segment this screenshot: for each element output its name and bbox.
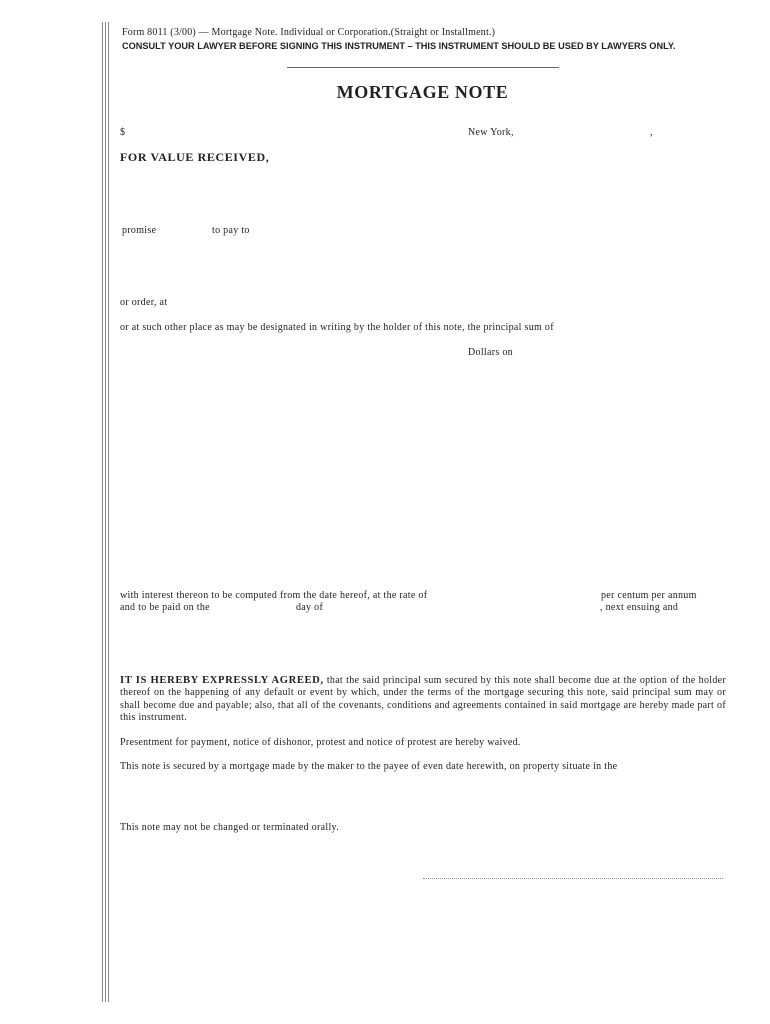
interest-rate-text: with interest thereon to be computed from the date hereof, at the rate of (120, 590, 428, 601)
not-changed-orally: This note may not be changed or terminated orally. (120, 822, 340, 833)
secured-by-mortgage: This note is secured by a mortgage made by the maker to the payee of even date herewith, on property situate in the (120, 761, 618, 772)
presentment-waiver: Presentment for payment, notice of dishonor, protest and notice of protest are hereby waived. (120, 737, 521, 748)
title-rule (287, 67, 559, 68)
dollars-on-label: Dollars on (468, 347, 513, 358)
next-ensuing-label: , next ensuing and (600, 602, 679, 613)
to-pay-to-label: to pay to (212, 225, 250, 236)
date-field[interactable]: , (650, 127, 653, 138)
expressly-agreed-text: that the said principal sum secured by this note shall become due at the option of the holder thereof on the happening of any default or event by which, under the terms of the mortgage securing this note, said principal sum may or shall become due and payable; also, that all of the covenants, conditions and agreements contained in said mortgage are hereby made part of this instrument. (120, 675, 727, 723)
left-margin-rule-1 (102, 22, 103, 1002)
left-margin-rule-2 (105, 22, 106, 1002)
or-order-at-label: or order, at (120, 297, 168, 308)
promise-label: promise (122, 225, 157, 236)
day-of-label: day of (296, 602, 324, 613)
for-value-received: FOR VALUE RECEIVED, (120, 150, 270, 164)
consult-lawyer-warning: CONSULT YOUR LAWYER BEFORE SIGNING THIS INSTRUMENT – THIS INSTRUMENT SHOULD BE USED BY LAWYERS ONLY. (122, 41, 676, 51)
dollar-amount-field[interactable]: $ (120, 127, 126, 138)
per-centum-label: per centum per annum (601, 590, 697, 601)
expressly-agreed-clause (120, 675, 726, 724)
left-margin-rule-3 (108, 22, 109, 1002)
location-label: New York, (468, 127, 514, 138)
other-place-text: or at such other place as may be designated in writing by the holder of this note, the principal sum of (120, 322, 554, 333)
paid-on-text: and to be paid on the (120, 602, 210, 613)
signature-line[interactable] (423, 878, 723, 879)
document-title: MORTGAGE NOTE (336, 82, 509, 102)
expressly-agreed-lead: IT IS HEREBY EXPRESSLY AGREED, (120, 675, 324, 686)
form-number-line: Form 8011 (3/00) — Mortgage Note. Individual or Corporation.(Straight or Installment.) (122, 27, 496, 38)
